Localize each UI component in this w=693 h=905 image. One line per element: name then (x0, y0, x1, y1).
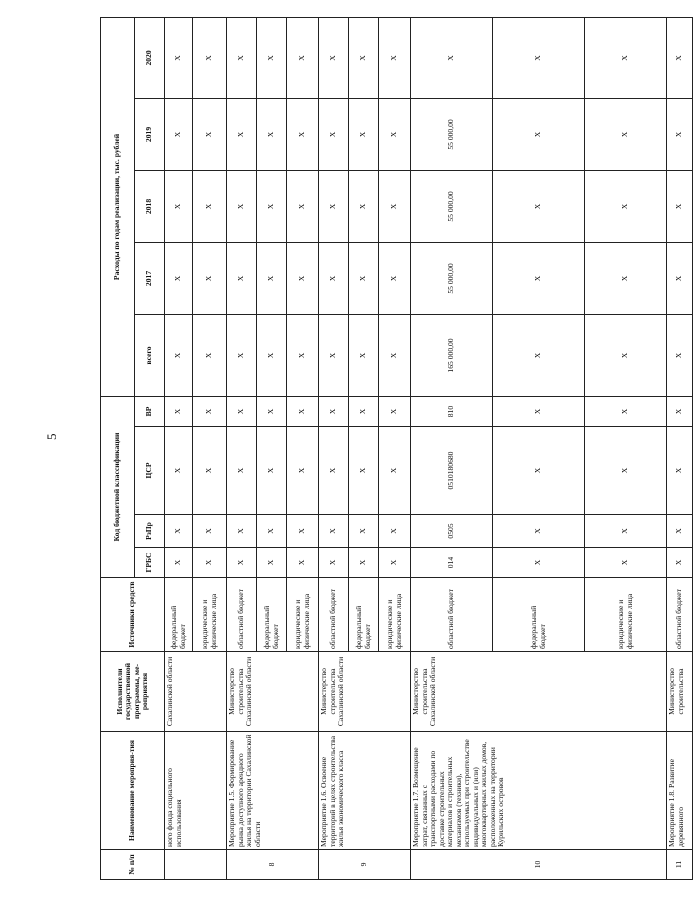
header-budget-code: Код бюджетной классификации (101, 396, 135, 577)
value-cell: Х (193, 427, 227, 515)
value-cell: Х (667, 17, 693, 98)
value-cell: Х (319, 427, 349, 515)
value-cell: Х (227, 548, 257, 578)
value-cell: Х (667, 314, 693, 396)
value-cell: Х (319, 170, 349, 242)
value-cell: Х (193, 314, 227, 396)
header-name: Наименование мероприя-тия (101, 732, 165, 850)
measure-name: Мероприятие 1.8. Развитие деревянного (667, 732, 693, 850)
header-expenses: Расходы по годам реализации, тыс. рублей (101, 17, 135, 396)
executor: Министерство строительства Сахалинской области (319, 652, 411, 732)
funding-source: областной бюджет (667, 578, 693, 652)
measure-name: Мероприятие 1.7. Возмещение затрат, связанных с транспортными расходами по доставке строительных материалов и строительных механизмов (техники), используемых при строительстве индивидуальных и (или) многоквартирных жилых домов, расположенных на территории Курильских островов (411, 732, 667, 850)
value-cell: Х (349, 242, 379, 314)
funding-source: федеральный бюджет (349, 578, 379, 652)
value-cell: Х (227, 314, 257, 396)
value-cell: Х (165, 515, 193, 548)
table-row (667, 17, 693, 879)
table-row (411, 17, 493, 879)
funding-source: юридические и физические лица (379, 578, 411, 652)
value-cell: Х (319, 515, 349, 548)
value-cell: Х (227, 515, 257, 548)
value-cell: Х (667, 98, 693, 170)
header-grbs: ГРБС (135, 548, 165, 578)
funding-source: юридические и физические лица (193, 578, 227, 652)
table-row (165, 17, 193, 879)
value-cell: Х (287, 170, 319, 242)
row-number: 11 (667, 850, 693, 880)
measure-name: ного фонда социального использования (165, 732, 227, 850)
value-cell: Х (193, 17, 227, 98)
value-cell: Х (319, 396, 349, 426)
value-cell: Х (319, 548, 349, 578)
budget-table (100, 17, 693, 880)
value-cell: Х (287, 515, 319, 548)
row-number: 8 (227, 850, 319, 880)
value-cell: Х (287, 242, 319, 314)
value-cell: Х (493, 170, 585, 242)
value-cell: Х (193, 242, 227, 314)
value-cell: Х (227, 17, 257, 98)
value-cell: Х (667, 548, 693, 578)
executor: Министерство строительства Сахалинской области (411, 652, 667, 732)
value-cell: 165 000,00 (411, 314, 493, 396)
value-cell: Х (667, 515, 693, 548)
header-2020: 2020 (135, 17, 165, 98)
value-cell: Х (493, 548, 585, 578)
value-cell: Х (349, 427, 379, 515)
header-csr: ЦСР (135, 427, 165, 515)
value-cell: Х (379, 548, 411, 578)
value-cell: Х (585, 17, 667, 98)
value-cell: Х (193, 548, 227, 578)
page-number-text: 5 (44, 433, 59, 440)
value-cell: Х (585, 98, 667, 170)
funding-source: юридические и физические лица (585, 578, 667, 652)
value-cell: Х (379, 515, 411, 548)
value-cell: Х (349, 170, 379, 242)
table-body (165, 17, 693, 879)
value-cell: Х (165, 170, 193, 242)
value-cell: Х (165, 396, 193, 426)
value-cell: Х (667, 396, 693, 426)
value-cell: Х (379, 242, 411, 314)
value-cell: Х (349, 98, 379, 170)
header-total: всего (135, 314, 165, 396)
value-cell: 55 000,00 (411, 242, 493, 314)
value-cell: Х (287, 98, 319, 170)
value-cell: Х (379, 170, 411, 242)
funding-source: областной бюджет (319, 578, 349, 652)
value-cell: Х (257, 314, 287, 396)
value-cell: Х (165, 548, 193, 578)
value-cell: Х (585, 170, 667, 242)
value-cell: Х (287, 314, 319, 396)
value-cell: Х (319, 242, 349, 314)
header-sources: Источники средств (101, 578, 165, 652)
value-cell: Х (585, 427, 667, 515)
table-row (227, 17, 257, 879)
value-cell: Х (493, 314, 585, 396)
header-row-1 (101, 17, 135, 879)
value-cell: Х (257, 427, 287, 515)
value-cell: Х (257, 548, 287, 578)
value-cell: Х (165, 427, 193, 515)
value-cell: Х (319, 98, 349, 170)
value-cell: Х (257, 242, 287, 314)
page-number (0, 0, 59, 440)
funding-source: юридические и физические лица (287, 578, 319, 652)
value-cell: Х (379, 17, 411, 98)
executor: Министерство строительства Сахалинской области (227, 652, 319, 732)
value-cell: Х (349, 396, 379, 426)
value-cell: Х (379, 98, 411, 170)
executor: Сахалинской области (165, 652, 227, 732)
value-cell: Х (349, 314, 379, 396)
row-number (165, 850, 227, 880)
value-cell: 0510180680 (411, 427, 493, 515)
value-cell: Х (349, 515, 379, 548)
value-cell: Х (493, 242, 585, 314)
value-cell: Х (227, 427, 257, 515)
value-cell: Х (493, 427, 585, 515)
value-cell: Х (585, 515, 667, 548)
value-cell: Х (165, 98, 193, 170)
funding-source: федеральный бюджет (165, 578, 193, 652)
value-cell: Х (667, 242, 693, 314)
header-rzpr: РзПр (135, 515, 165, 548)
header-2019: 2019 (135, 98, 165, 170)
header-executors: Исполнители государственной программы, ме-роприятия (101, 652, 165, 732)
value-cell: Х (493, 515, 585, 548)
value-cell: Х (493, 98, 585, 170)
value-cell: Х (287, 396, 319, 426)
value-cell: Х (667, 427, 693, 515)
value-cell: Х (667, 170, 693, 242)
funding-source: федеральный бюджет (493, 578, 585, 652)
value-cell: Х (257, 515, 287, 548)
value-cell: 0505 (411, 515, 493, 548)
value-cell: 810 (411, 396, 493, 426)
value-cell: Х (257, 17, 287, 98)
value-cell: Х (585, 548, 667, 578)
value-cell: Х (227, 396, 257, 426)
value-cell: Х (257, 170, 287, 242)
value-cell: Х (193, 396, 227, 426)
value-cell: Х (257, 396, 287, 426)
rotated-table-container (100, 18, 685, 880)
value-cell: Х (585, 314, 667, 396)
value-cell: Х (379, 396, 411, 426)
value-cell: Х (165, 314, 193, 396)
value-cell: Х (165, 17, 193, 98)
measure-name: Мероприятие 1.6. Освоение территорий в целях строительства жилья экономического класса (319, 732, 411, 850)
value-cell: 55 000,00 (411, 170, 493, 242)
value-cell: Х (193, 98, 227, 170)
header-num: № п/п (101, 850, 165, 880)
value-cell: Х (319, 17, 349, 98)
value-cell: Х (349, 17, 379, 98)
value-cell: Х (379, 427, 411, 515)
header-vr: ВР (135, 396, 165, 426)
row-number: 9 (319, 850, 411, 880)
value-cell: Х (227, 98, 257, 170)
funding-source: федеральный бюджет (257, 578, 287, 652)
header-2017: 2017 (135, 242, 165, 314)
value-cell: Х (287, 427, 319, 515)
value-cell: Х (585, 242, 667, 314)
value-cell: 014 (411, 548, 493, 578)
value-cell: Х (227, 242, 257, 314)
value-cell: Х (349, 548, 379, 578)
value-cell: Х (319, 314, 349, 396)
value-cell: Х (193, 515, 227, 548)
value-cell: Х (411, 17, 493, 98)
value-cell: Х (257, 98, 287, 170)
value-cell: Х (379, 314, 411, 396)
value-cell: Х (287, 548, 319, 578)
value-cell: Х (493, 396, 585, 426)
value-cell: Х (493, 17, 585, 98)
value-cell: Х (227, 170, 257, 242)
funding-source: областной бюджет (411, 578, 493, 652)
funding-source: областной бюджет (227, 578, 257, 652)
measure-name: Мероприятие 1.5. Формирование рынка доступного арендного жилья на территории Сахалинской области (227, 732, 319, 850)
header-2018: 2018 (135, 170, 165, 242)
value-cell: 55 000,00 (411, 98, 493, 170)
value-cell: Х (165, 242, 193, 314)
executor: Министерство строительства (667, 652, 693, 732)
value-cell: Х (193, 170, 227, 242)
table-row (319, 17, 349, 879)
value-cell: Х (287, 17, 319, 98)
row-number: 10 (411, 850, 667, 880)
value-cell: Х (585, 396, 667, 426)
